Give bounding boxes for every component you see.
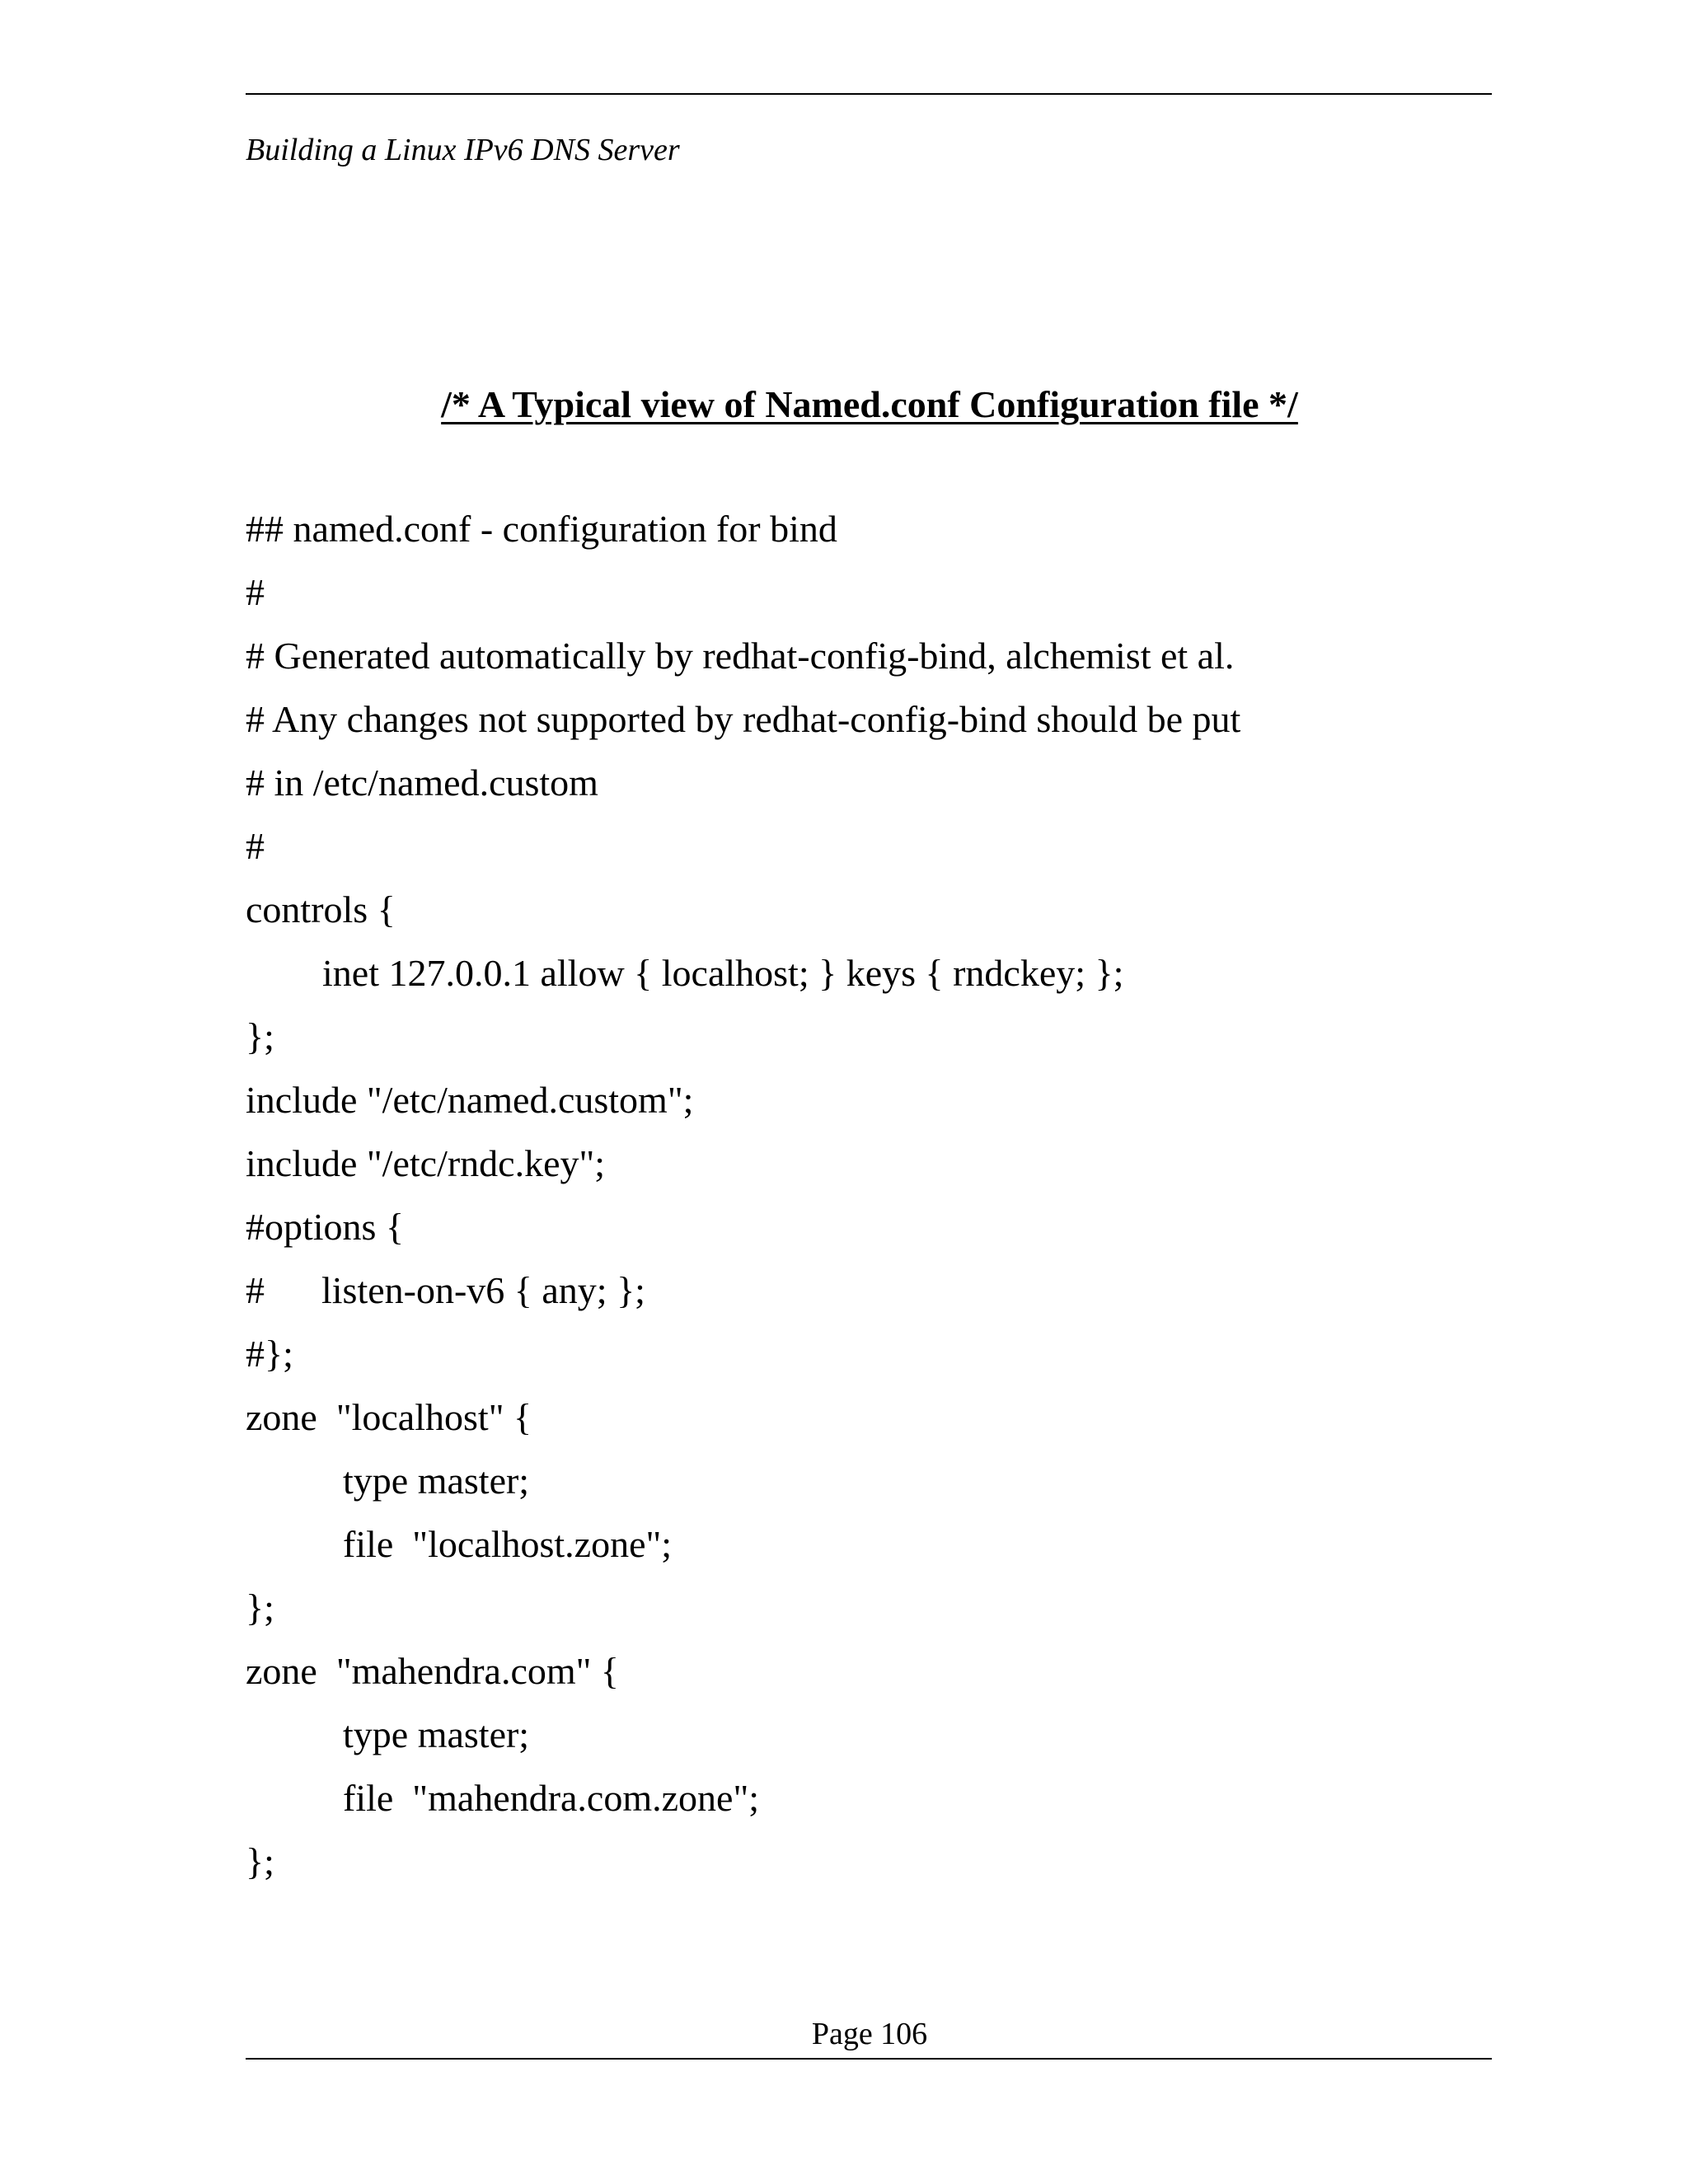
config-line: zone "localhost" { [246,1396,532,1438]
config-line: # listen-on-v6 { any; }; [246,1269,645,1311]
running-header: Building a Linux IPv6 DNS Server [246,133,680,167]
footer-rule [246,2058,1492,2060]
config-line: }; [246,1840,274,1882]
config-line: # Any changes not supported by redhat-config-bind should be put [246,698,1241,740]
config-line: #}; [246,1333,293,1375]
config-line: # in /etc/named.custom [246,762,598,804]
config-line: include "/etc/rndc.key"; [246,1142,606,1184]
config-line: }; [246,1586,274,1629]
config-line: type master; [343,1713,530,1755]
config-listing [246,506,1492,1902]
config-line: include "/etc/named.custom"; [246,1079,694,1121]
config-line: file "localhost.zone"; [343,1523,673,1565]
config-line: # [246,825,265,867]
config-line: # [246,571,265,613]
config-line: zone "mahendra.com" { [246,1650,620,1692]
config-line: type master; [343,1460,530,1502]
config-line: controls { [246,888,396,930]
config-line: inet 127.0.0.1 allow { localhost; } keys { rndckey; }; [322,952,1124,994]
config-line: file "mahendra.com.zone"; [343,1777,760,1819]
config-line: ## named.conf - configuration for bind [246,508,837,550]
config-line: }; [246,1015,274,1057]
config-line: # Generated automatically by redhat-config-bind, alchemist et al. [246,635,1235,677]
config-line: #options { [246,1206,405,1248]
page-number: Page 106 [811,2017,928,2051]
section-title: /* A Typical view of Named.conf Configuration file */ [441,383,1298,425]
header-rule [246,93,1492,95]
